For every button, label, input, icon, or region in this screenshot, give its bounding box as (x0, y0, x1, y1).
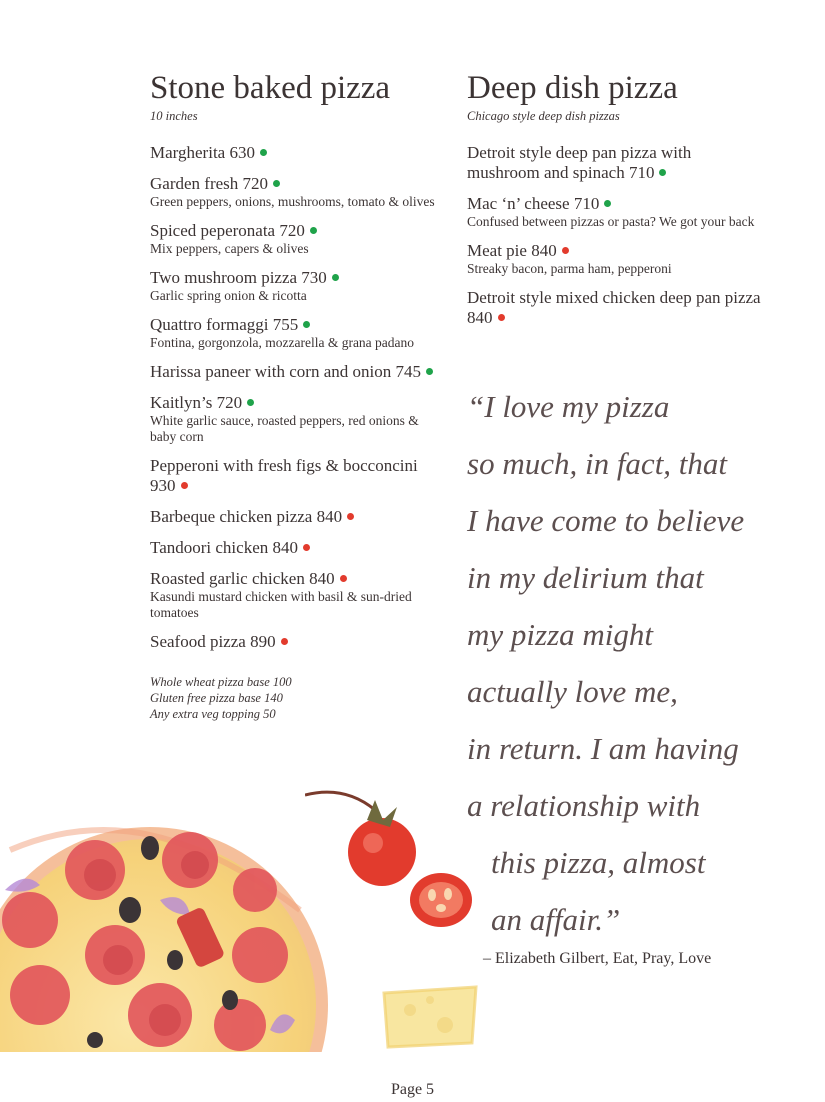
menu-item (150, 507, 440, 527)
quote-line: actually love me, (467, 674, 678, 709)
menu-item-name-text: Garden fresh 720 (150, 174, 269, 193)
menu-item (150, 632, 440, 652)
quote-line: so much, in fact, that (467, 446, 728, 481)
deep-dish-title: Deep dish pizza (467, 70, 678, 106)
menu-item-name (150, 174, 440, 194)
menu-item-name-text: Detroit style deep pan pizza with mushroom and spinach 710 (467, 143, 692, 182)
deep-dish-list (467, 143, 767, 328)
menu-item-description: Green peppers, onions, mushrooms, tomato & olives (150, 194, 435, 209)
quote-line: my pizza might (467, 617, 653, 652)
menu-item-name (467, 194, 767, 214)
menu-item-description: Garlic spring onion & ricotta (150, 288, 307, 303)
quote-attribution: – Elizabeth Gilbert, Eat, Pray, Love (483, 950, 712, 967)
menu-item-name-text: Roasted garlic chicken 840 (150, 569, 335, 588)
quote-line: an affair.” (491, 902, 621, 937)
menu-item (150, 393, 440, 445)
menu-item-description: Mix peppers, capers & olives (150, 241, 309, 256)
menu-item (150, 315, 440, 351)
nonveg-dot-icon (498, 314, 505, 321)
cheese-illustration (380, 985, 480, 1049)
menu-item (150, 143, 440, 163)
menu-item (150, 362, 440, 382)
veg-dot-icon (273, 180, 280, 187)
quote-line: “I love my pizza (467, 389, 670, 424)
quote-line: I have come to believe (467, 503, 745, 538)
menu-item-name-text: Margherita 630 (150, 143, 255, 162)
deep-dish-section (467, 68, 767, 339)
veg-dot-icon (426, 368, 433, 375)
menu-item-name-text: Detroit style mixed chicken deep pan pizza 840 (467, 288, 761, 327)
menu-item-name-text: Harissa paneer with corn and onion 745 (150, 362, 421, 381)
menu-item-name (467, 241, 767, 261)
menu-item-name (150, 507, 440, 527)
tomato-illustration (305, 785, 425, 890)
menu-item-name-text: Mac ‘n’ cheese 710 (467, 194, 600, 213)
menu-item-name-text: Pepperoni with fresh figs & bocconcini 930 (150, 456, 418, 495)
menu-item-description: Kasundi mustard chicken with basil & sun-dried tomatoes (150, 589, 412, 620)
extra-item: Gluten free pizza base 140 (150, 691, 283, 705)
menu-item (150, 456, 440, 496)
veg-dot-icon (260, 149, 267, 156)
nonveg-dot-icon (347, 513, 354, 520)
pizza-illustration (0, 790, 330, 1052)
menu-item-name-text: Kaitlyn’s 720 (150, 393, 243, 412)
menu-item-description: White garlic sauce, roasted peppers, red onions & baby corn (150, 413, 419, 444)
menu-item (467, 241, 767, 277)
stone-baked-subtitle: 10 inches (150, 109, 198, 123)
stone-baked-section (150, 68, 440, 722)
nonveg-dot-icon (181, 482, 188, 489)
menu-item-name-text: Spiced peperonata 720 (150, 221, 305, 240)
quote-line: this pizza, almost (491, 845, 706, 880)
menu-item-name (150, 268, 440, 288)
nonveg-dot-icon (340, 575, 347, 582)
menu-item-name (150, 632, 440, 652)
veg-dot-icon (604, 200, 611, 207)
menu-item (467, 288, 767, 328)
menu-item (150, 174, 440, 210)
menu-item-name (150, 143, 440, 163)
extras-list (150, 674, 440, 722)
menu-item (150, 221, 440, 257)
pizza-quote (467, 378, 807, 948)
veg-dot-icon (332, 274, 339, 281)
page-number: Page 5 (390, 1081, 435, 1098)
menu-item-description: Fontina, gorgonzola, mozzarella & grana padano (150, 335, 415, 350)
menu-item-description: Streaky bacon, parma ham, pepperoni (467, 261, 672, 276)
menu-item (150, 268, 440, 304)
veg-dot-icon (659, 169, 666, 176)
quote-line: in my delirium that (467, 560, 704, 595)
menu-item-name (150, 538, 440, 558)
nonveg-dot-icon (562, 247, 569, 254)
menu-item-name (150, 393, 440, 413)
menu-item (150, 538, 440, 558)
menu-item-name (467, 143, 767, 183)
menu-item-name (150, 315, 440, 335)
nonveg-dot-icon (281, 638, 288, 645)
menu-item-name (150, 221, 440, 241)
stone-baked-title: Stone baked pizza (150, 70, 391, 106)
extra-item: Any extra veg topping 50 (150, 707, 276, 721)
menu-item-name-text: Meat pie 840 (467, 241, 557, 260)
menu-item-name (467, 288, 767, 328)
menu-item (150, 569, 440, 621)
menu-item (467, 194, 767, 230)
deep-dish-subtitle: Chicago style deep dish pizzas (467, 109, 620, 123)
menu-item-name (150, 362, 440, 382)
menu-item-name (150, 456, 440, 496)
quote-line: in return. I am having (467, 731, 739, 766)
menu-item-name-text: Barbeque chicken pizza 840 (150, 507, 343, 526)
menu-item-name-text: Two mushroom pizza 730 (150, 268, 327, 287)
menu-item-name-text: Tandoori chicken 840 (150, 538, 298, 557)
veg-dot-icon (303, 321, 310, 328)
stone-baked-list (150, 143, 440, 652)
menu-item (467, 143, 767, 183)
menu-item-description: Confused between pizzas or pasta? We got your back (467, 214, 755, 229)
menu-item-name (150, 569, 440, 589)
menu-item-name-text: Seafood pizza 890 (150, 632, 276, 651)
veg-dot-icon (310, 227, 317, 234)
tomato-slice-illustration (408, 870, 474, 928)
quote-line: a relationship with (467, 788, 701, 823)
veg-dot-icon (247, 399, 254, 406)
nonveg-dot-icon (303, 544, 310, 551)
extra-item: Whole wheat pizza base 100 (150, 675, 292, 689)
menu-item-name-text: Quattro formaggi 755 (150, 315, 299, 334)
